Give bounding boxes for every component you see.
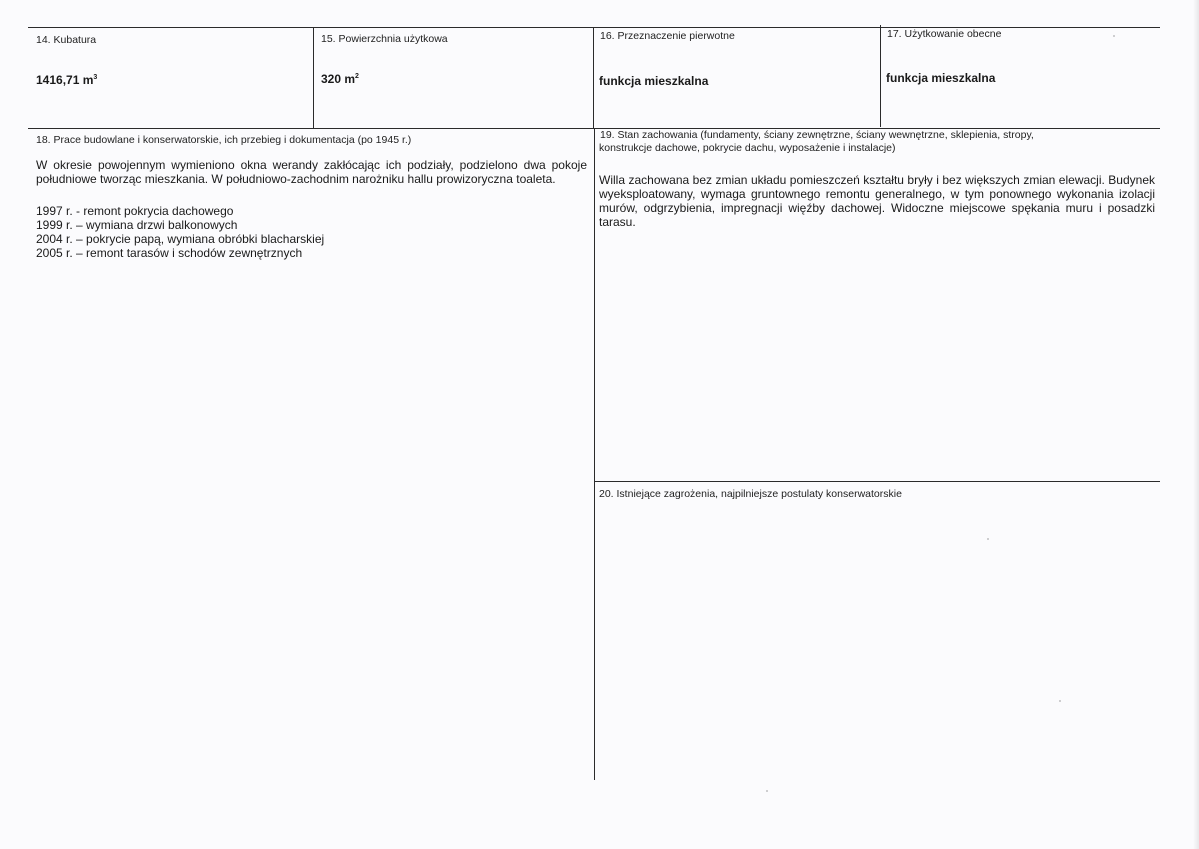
field-18-label: 18. Prace budowlane i konserwatorskie, ich przebieg i dokumentacja (po 1945 r.) [36,134,412,146]
field-14-value-text: 1416,71 m [36,73,94,87]
scan-edge-shadow [1193,0,1199,849]
field-18-list [36,204,324,260]
field-15-label: 15. Powierzchnia użytkowa [321,33,448,45]
divider-14-15 [313,27,314,129]
field-17-value: funkcja mieszkalna [886,71,996,85]
field-19-label-line1: 19. Stan zachowania (fundamenty, ściany zewnętrzne, ściany wewnętrzne, sklepienia, stropy, [600,129,1034,141]
field-15-value [321,72,359,86]
field-16-label: 16. Przeznaczenie pierwotne [600,30,735,42]
divider-18-19 [594,128,595,780]
field-19-text: Willa zachowana bez zmian układu pomieszczeń kształtu bryły i bez większych zmian elewacji. Budynek wyeksploatowany, wymaga gruntownego remontu generalnego, w tym ponownego wykonania izolacji murów, odgrzybienia, impregnacji więźby dachowej. Widoczne miejscowe spękania muru i posadzki tarasu. [599,173,1155,229]
divider-16-17 [880,25,881,127]
field-16-value: funkcja mieszkalna [599,74,709,88]
divider-15-16 [593,27,594,129]
field-20-label: 20. Istniejące zagrożenia, najpilniejsze postulaty konserwatorskie [599,488,902,500]
field-17-label: 17. Użytkowanie obecne [887,28,1002,40]
section-20-top-rule [594,481,1160,482]
field-15-unit-sup: 2 [355,73,359,80]
field-19-label-line2: konstrukcje dachowe, pokrycie dachu, wyposażenie i instalacje) [599,142,896,154]
scan-speck [1059,700,1061,702]
list-item: 1999 r. – wymiana drzwi balkonowych [36,218,238,232]
scan-speck [1113,35,1115,37]
list-item: 2005 r. – remont tarasów i schodów zewnętrznych [36,246,303,260]
field-18-paragraph: W okresie powojennym wymieniono okna werandy zakłócając ich podziały, podzielono dwa pokoje południowe tworząc mieszkania. W południowo-zachodnim narożniku hallu prowizoryczna toaleta. [36,158,587,186]
scan-speck [766,790,768,792]
field-14-value [36,73,97,87]
field-14-unit-sup: 3 [93,74,98,81]
field-15-value-text: 320 m [321,72,356,86]
scan-speck [987,538,989,540]
list-item: 2004 r. – pokrycie papą, wymiana obróbki blacharskiej [36,232,325,246]
list-item: 1997 r. - remont pokrycia dachowego [36,204,234,218]
field-14-label: 14. Kubatura [36,34,97,46]
